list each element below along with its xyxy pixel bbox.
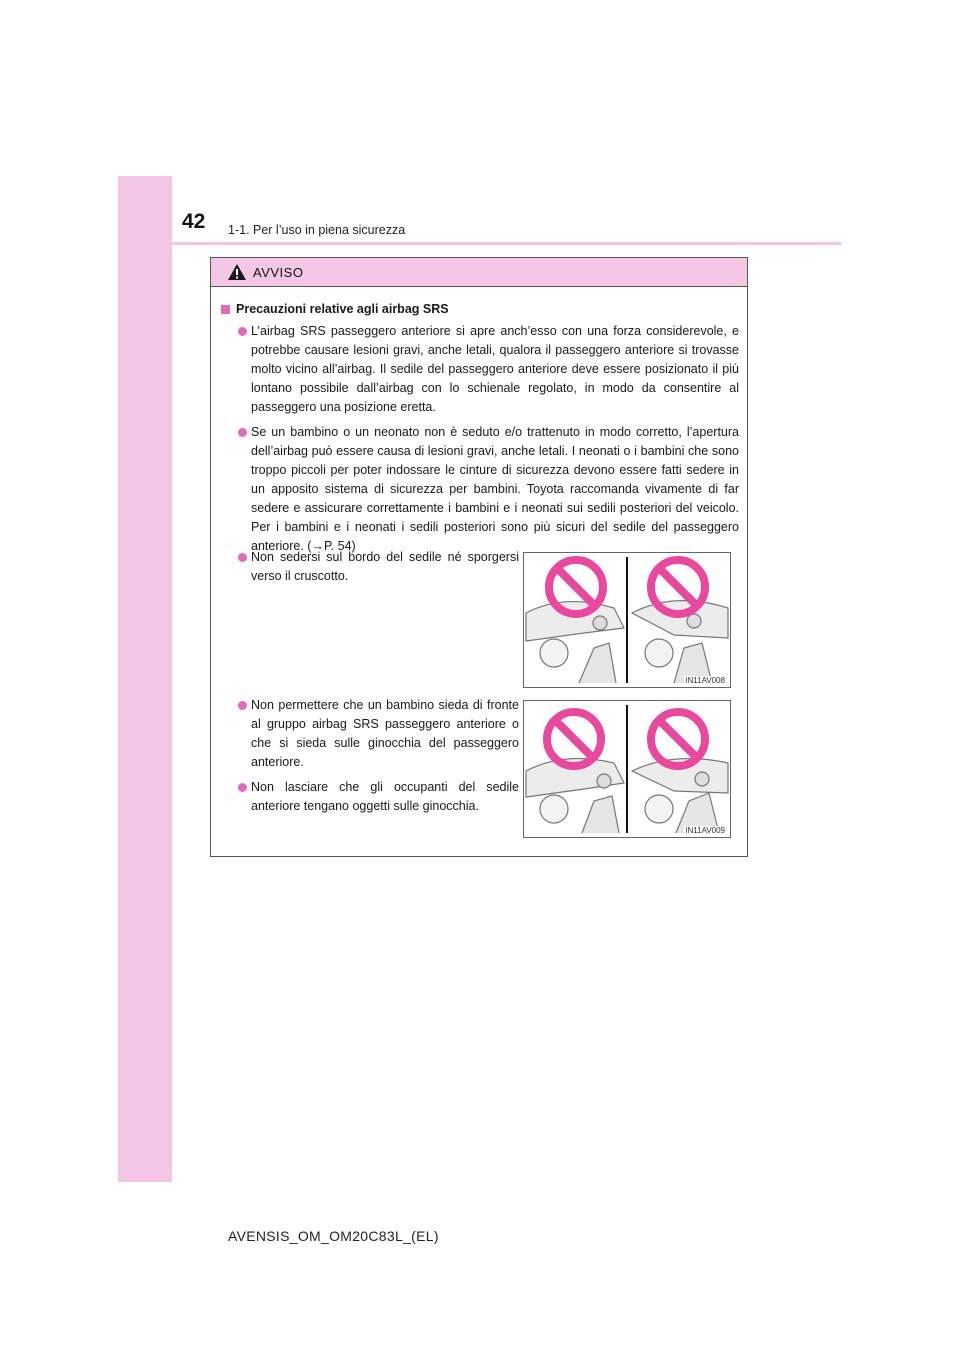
warning-triangle-icon — [227, 263, 247, 281]
warning-box — [210, 257, 748, 857]
list-item-text: L’airbag SRS passeggero anteriore si apre anch’esso con una forza considerevole, e potrebbe causare lesioni gravi, anche letali, qualora il passeggero anteriore si trovasse molto vicino all’airbag. Il sedile del passeggero anteriore deve essere posizionato il più lontano possibile dall’airbag con lo schienale regolato, in modo da consentire al passeggero una posizione eretta. — [251, 324, 739, 414]
list-item — [221, 696, 519, 772]
list-item — [221, 778, 519, 816]
figure-code: IN11AV009 — [685, 826, 725, 835]
footer-code: AVENSIS_OM_OM20C83L_(EL) — [228, 1228, 439, 1244]
warning-header — [211, 258, 747, 287]
bullet-dot-icon — [238, 701, 247, 710]
bullet-dot-icon — [238, 428, 247, 437]
bullet-dot-icon — [238, 327, 247, 336]
row-1-text — [221, 548, 519, 592]
warning-label: AVVISO — [253, 264, 304, 280]
warning-body — [211, 287, 747, 556]
list-item — [221, 548, 519, 586]
list-item — [221, 423, 739, 556]
list-item — [221, 322, 739, 417]
section-title: 1-1. Per l’uso in piena sicurezza — [228, 223, 406, 237]
figure-code: IN11AV008 — [685, 676, 725, 685]
subheading — [221, 302, 739, 316]
prohibition-icon — [651, 712, 705, 766]
header-rule — [118, 242, 842, 245]
subheading-text: Precauzioni relative agli airbag SRS — [236, 302, 449, 316]
list-item-text: Non sedersi sul bordo del sedile né sporgersi verso il cruscotto. — [251, 550, 519, 583]
list-item-text: Se un bambino o un neonato non è seduto e/o trattenuto in modo corretto, l’apertura dell’airbag può essere causa di lesioni gravi, anche letali. I neonati o i bambini che sono troppo piccoli per poter indossare le cinture di sicurezza devono essere fatti sedere in un apposito sistema di sicurezza per bambini. Toyota raccomanda vivamente di far sedere e assicurare correttamente i bambini e i neonati sui sedili posteriori del veicolo. Per i bambini e i neonati i sedili posteriori sono più sicuri del sedile del passeggero anteriore. (→P. 54) — [251, 425, 739, 553]
bullet-dot-icon — [238, 553, 247, 562]
illustration-lean-forward — [523, 552, 731, 688]
page-number: 42 — [182, 210, 206, 233]
illustration-child-on-lap — [523, 700, 731, 838]
square-bullet-icon — [221, 305, 230, 314]
list-item-text: Non lasciare che gli occupanti del sedile anteriore tengano oggetti sulle ginocchia. — [251, 780, 519, 813]
list-item-text: Non permettere che un bambino sieda di fronte al gruppo airbag SRS passeggero anteriore o che si sieda sulle ginocchia del passeggero anteriore. — [251, 698, 519, 769]
bullet-dot-icon — [238, 783, 247, 792]
side-tab — [118, 176, 172, 1182]
row-2-text — [221, 696, 519, 822]
prohibition-icon — [547, 712, 601, 766]
